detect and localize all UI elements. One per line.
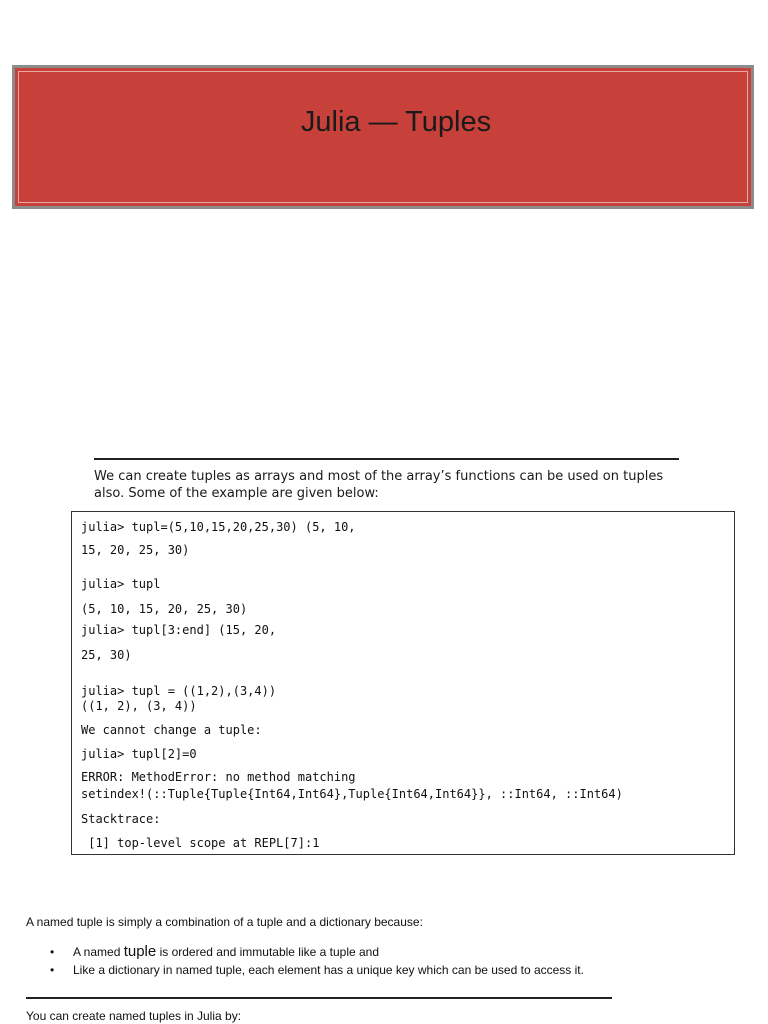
code-line: ((1, 2), (3, 4))	[81, 699, 197, 713]
code-line: (5, 10, 15, 20, 25, 30)	[81, 602, 248, 616]
top-divider	[94, 458, 679, 460]
code-line: 25, 30)	[81, 648, 132, 662]
code-line: julia> tupl	[81, 577, 161, 591]
title-banner	[12, 65, 754, 209]
intro-line-1: We can create tuples as arrays and most of the array’s functions can be used on tuples	[94, 469, 664, 484]
code-line: julia> tupl = ((1,2),(3,4))	[81, 684, 277, 698]
create-named-tuples-text: You can create named tuples in Julia by:	[26, 1009, 242, 1023]
bullet-icon: •	[50, 963, 55, 977]
code-line: Stacktrace:	[81, 812, 161, 826]
bottom-divider	[26, 997, 612, 999]
code-line: julia> tupl[2]=0	[81, 747, 197, 761]
bullet-2-text: Like a dictionary in named tuple, each element has a unique key which can be used to access it.	[73, 963, 584, 977]
list-item	[48, 943, 584, 961]
code-line: We cannot change a tuple:	[81, 723, 262, 737]
code-line: ERROR: MethodError: no method matching	[81, 770, 356, 784]
code-line: [1] top-level scope at REPL[7]:1	[81, 836, 320, 850]
code-line: 15, 20, 25, 30)	[81, 543, 190, 557]
bullet-1-suffix: is ordered and immutable like a tuple and	[156, 945, 380, 959]
list-item	[48, 961, 584, 979]
code-line: julia> tupl[3:end] (15, 20,	[81, 623, 277, 637]
bullet-1-prefix: A named	[73, 945, 124, 959]
intro-line-2: also. Some of the example are given below:	[94, 486, 379, 501]
code-line: julia> tupl=(5,10,15,20,25,30) (5, 10,	[81, 520, 356, 534]
named-tuple-intro: A named tuple is simply a combination of a tuple and a dictionary because:	[26, 915, 423, 929]
named-tuple-bullet-list	[48, 943, 584, 979]
code-line: setindex!(::Tuple{Tuple{Int64,Int64},Tuple{Int64,Int64}}, ::Int64, ::Int64)	[81, 787, 623, 801]
code-example-box	[71, 511, 735, 855]
bullet-1-keyword: tuple	[123, 943, 157, 960]
page-title: Julia — Tuples	[300, 106, 492, 138]
intro-paragraph	[94, 468, 684, 502]
bullet-icon: •	[50, 945, 55, 959]
